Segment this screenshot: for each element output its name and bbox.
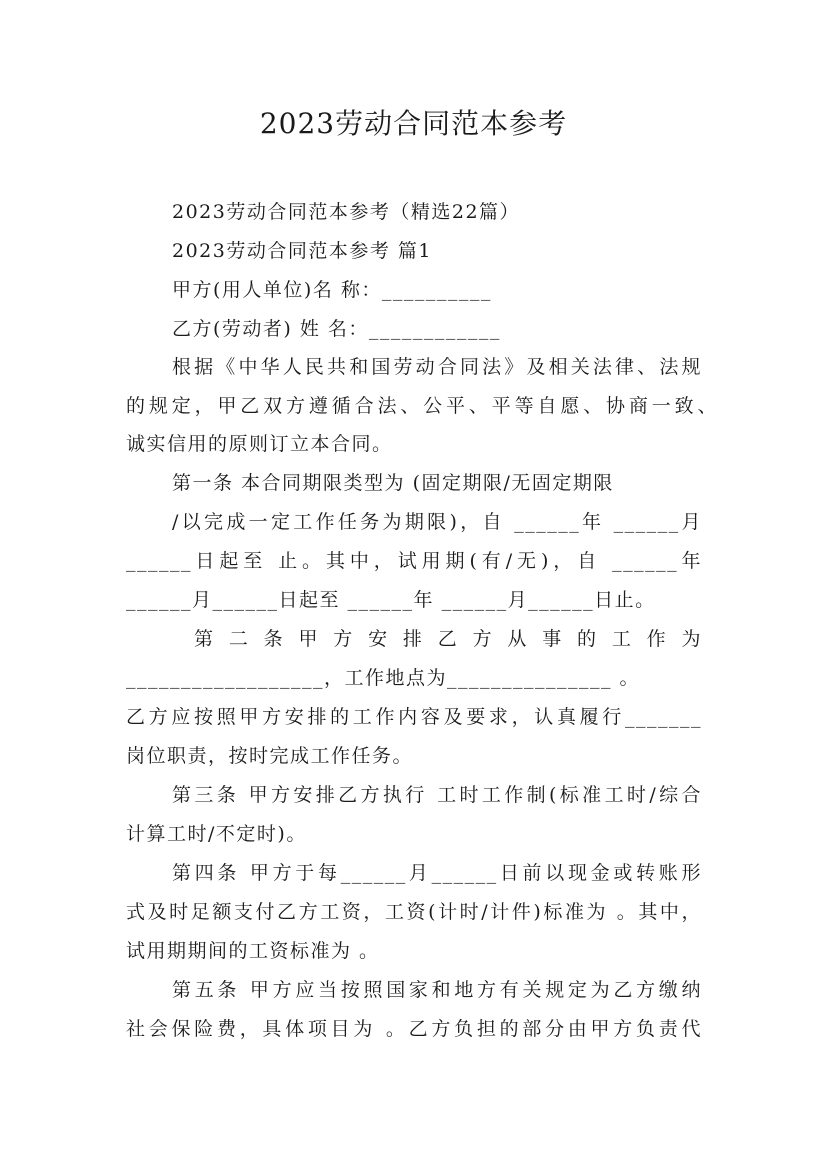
article-2-line: 岗位职责，按时完成工作任务。 — [126, 745, 414, 767]
article-2-line: __________________，工作地点为_______________ 。 — [126, 667, 641, 689]
article-1-line: ______月______日起至 ______年 ______月______日止。 — [126, 589, 656, 611]
article-3-line: 计算工时/不定时)。 — [126, 823, 307, 845]
article-4-line: 第四条 甲方于每______月______日前以现金或转账形 — [172, 862, 702, 884]
article-1-line: 第一条 本合同期限类型为 (固定期限/无固定期限 — [172, 472, 614, 494]
article-1-line: ______日起至 止。其中，试用期(有/无)，自 ______年 — [126, 550, 702, 572]
article-1-line: /以完成一定工作任务为期限)，自 ______年 ______月 — [172, 511, 702, 533]
article-4-line: 式及时足额支付乙方工资，工资(计时/计件)标准为 。其中， — [126, 901, 702, 923]
article-3-line: 第三条 甲方安排乙方执行 工时工作制(标准工时/综合 — [172, 784, 702, 806]
paragraph-line: 诚实信用的原则订立本合同。 — [126, 433, 393, 455]
subtitle-selection: 2023劳动合同范本参考（精选22篇） — [172, 201, 521, 223]
article-2-line: 第 二 条 甲 方 安 排 乙 方 从 事 的 工 作 为 — [194, 628, 702, 650]
party-a-field: 甲方(用人单位)名 称：__________ — [172, 279, 492, 301]
document-title: 2023劳动合同范本参考 — [259, 107, 568, 140]
party-b-field: 乙方(劳动者) 姓 名：____________ — [172, 318, 501, 340]
paragraph-line: 根据《中华人民共和国劳动合同法》及相关法律、法规 — [172, 356, 702, 378]
article-5-line: 第五条 甲方应当按照国家和地方有关规定为乙方缴纳 — [172, 979, 702, 1001]
paragraph-line: 的规定，甲乙双方遵循合法、公平、平等自愿、协商一致、 — [126, 395, 718, 417]
section-heading: 2023劳动合同范本参考 篇1 — [172, 240, 432, 262]
article-5-line: 社会保险费，具体项目为 。乙方负担的部分由甲方负责代 — [126, 1018, 702, 1040]
article-4-line: 试用期期间的工资标准为 。 — [126, 940, 380, 962]
article-2-line: 乙方应按照甲方安排的工作内容及要求，认真履行_______ — [126, 706, 702, 728]
